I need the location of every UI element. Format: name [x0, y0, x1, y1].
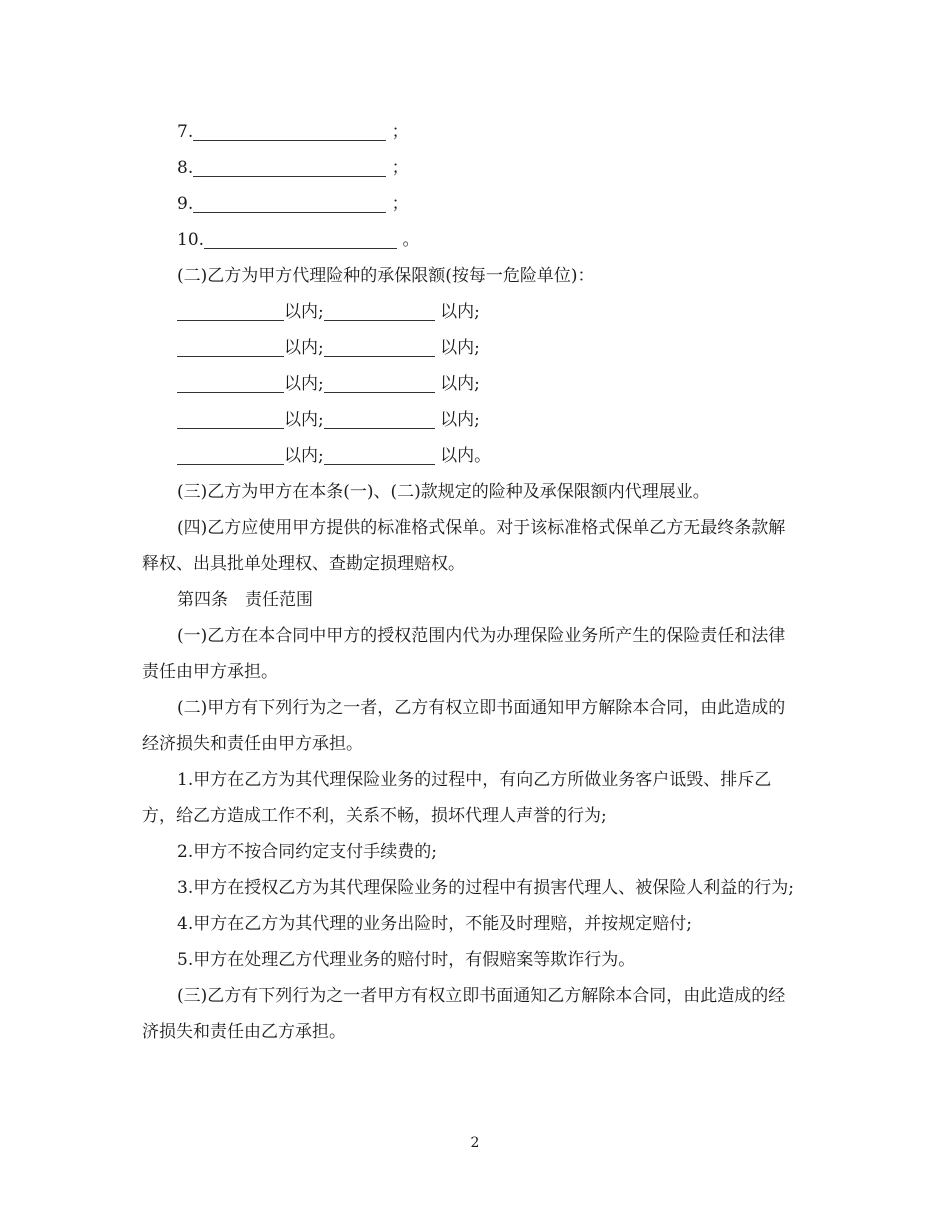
- item-8: [142, 150, 802, 186]
- list-item: 3.甲方在授权乙方为其代理保险业务的过程中有损害代理人、被保险人利益的行为;: [177, 878, 794, 898]
- limit-text: 以内;: [284, 410, 324, 430]
- list-item: 1.甲方在乙方为其代理保险业务的过程中，有向乙方所做业务客户诋毁、排斥乙方，给乙方造成工作不利，关系不畅，损坏代理人声誉的行为;: [142, 770, 772, 826]
- limit-row: [142, 294, 802, 330]
- limit-text: 以内;: [284, 338, 324, 358]
- list-item: 2.甲方不按合同约定支付手续费的;: [177, 842, 437, 862]
- fill-blank: [177, 444, 284, 465]
- page-number: 2: [470, 1135, 480, 1151]
- fill-blank: [324, 372, 435, 393]
- fill-blank: [324, 336, 435, 357]
- fill-blank: [193, 120, 386, 141]
- list-item: 4.甲方在乙方为其代理的业务出险时，不能及时理赔，并按规定赔付;: [177, 914, 692, 934]
- limit-text: 以内;: [284, 374, 324, 394]
- fill-blank: [204, 228, 397, 249]
- article-4-paragraph-2: (二)甲方有下列行为之一者，乙方有权立即书面通知甲方解除本合同，由此造成的经济损失和责任由甲方承担。: [142, 698, 786, 754]
- limit-row: [142, 402, 802, 438]
- page-body: [142, 114, 802, 1050]
- fill-blank: [177, 300, 284, 321]
- fill-blank: [177, 408, 284, 429]
- section-3-paragraph: (三)乙方为甲方在本条(一)、(二)款规定的险种及承保限额内代理展业。: [177, 482, 710, 502]
- limit-text: 以内;: [440, 410, 480, 430]
- limit-row: [142, 366, 802, 402]
- limit-text: 以内;: [284, 446, 324, 466]
- fill-blank: [193, 156, 386, 177]
- fill-blank: [324, 444, 435, 465]
- article-4-paragraph-1: (一)乙方在本合同中甲方的授权范围内代为办理保险业务所产生的保险责任和法律责任由甲方承担。: [142, 626, 786, 682]
- limit-text: 以内;: [440, 302, 480, 322]
- item-7: [142, 114, 802, 150]
- fill-blank: [324, 408, 435, 429]
- item-number: 8.: [177, 158, 194, 178]
- item-end: 。: [402, 230, 420, 250]
- limit-row: [142, 438, 802, 474]
- item-9: [142, 186, 802, 222]
- item-number: 7.: [177, 122, 194, 142]
- list-item: 5.甲方在处理乙方代理业务的赔付时，有假赔案等欺诈行为。: [177, 950, 636, 970]
- item-end: ；: [391, 158, 409, 178]
- fill-blank: [177, 372, 284, 393]
- limit-row: [142, 330, 802, 366]
- limit-text: 以内;: [440, 374, 480, 394]
- item-end: ；: [391, 194, 409, 214]
- item-10: [142, 222, 802, 258]
- limit-text: 以内;: [284, 302, 324, 322]
- fill-blank: [324, 300, 435, 321]
- fill-blank: [177, 336, 284, 357]
- item-number: 10.: [177, 230, 205, 250]
- limit-text: 以内。: [440, 446, 492, 466]
- article-4-heading: 第四条 责任范围: [177, 590, 313, 610]
- item-end: ；: [391, 122, 409, 142]
- fill-blank: [193, 192, 386, 213]
- section-4-paragraph: (四)乙方应使用甲方提供的标准格式保单。对于该标准格式保单乙方无最终条款解释权、出具批单处理权、查勘定损理赔权。: [142, 518, 786, 574]
- limit-text: 以内;: [440, 338, 480, 358]
- section-2-title: (二)乙方为甲方代理险种的承保限额(按每一危险单位)：: [177, 266, 595, 286]
- item-number: 9.: [177, 194, 194, 214]
- article-4-paragraph-3: (三)乙方有下列行为之一者甲方有权立即书面通知乙方解除本合同，由此造成的经济损失和责任由乙方承担。: [142, 986, 786, 1042]
